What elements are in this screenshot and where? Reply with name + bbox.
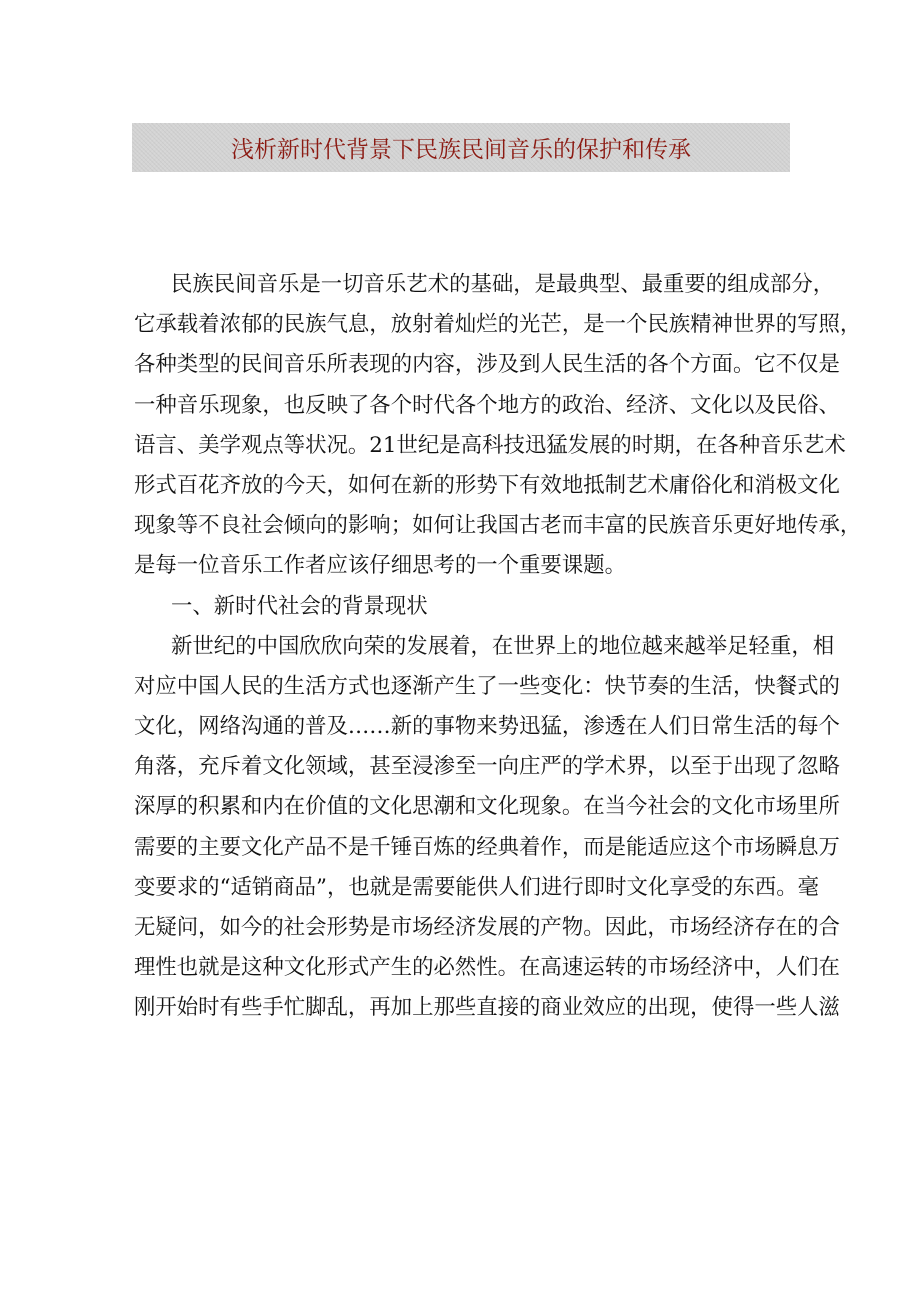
paragraph-line: 新世纪的中国欣欣向荣的发展着，在世界上的地位越来越举足轻重，相	[171, 633, 835, 659]
paragraph-line: 一种音乐现象，也反映了各个时代各个地方的政治、经济、文化以及民俗、	[134, 392, 840, 418]
paragraph-line: 深厚的积累和内在价值的文化思潮和文化现象。在当今社会的文化市场里所	[134, 794, 840, 820]
title-banner	[132, 123, 790, 172]
paragraph-line: 是每一位音乐工作者应该仔细思考的一个重要课题。	[134, 553, 626, 579]
paragraph-line: 文化，网络沟通的普及……新的事物来势迅猛，渗透在人们日常生活的每个	[134, 714, 840, 740]
paragraph-line: 各种类型的民间音乐所表现的内容，涉及到人民生活的各个方面。它不仅是	[134, 352, 840, 378]
paragraph-line: 现象等不良社会倾向的影响；如何让我国古老而丰富的民族音乐更好地传承，	[134, 513, 862, 539]
paragraph-line: 它承载着浓郁的民族气息，放射着灿烂的光芒，是一个民族精神世界的写照，	[134, 312, 862, 338]
paragraph-line: 刚开始时有些手忙脚乱，再加上那些直接的商业效应的出现，使得一些人滋	[134, 995, 840, 1021]
paragraph-line: 形式百花齐放的今天，如何在新的形势下有效地抵制艺术庸俗化和消极文化	[134, 472, 840, 498]
paragraph-line: 无疑问，如今的社会形势是市场经济发展的产物。因此，市场经济存在的合	[134, 915, 840, 940]
section-heading: 一、新时代社会的背景现状	[171, 593, 428, 619]
paragraph-line: 对应中国人民的生活方式也逐渐产生了一些变化：快节奏的生活，快餐式的	[134, 673, 840, 699]
document-body	[134, 265, 862, 1029]
paragraph-line: 民族民间音乐是一切音乐艺术的基础，是最典型、最重要的组成部分，	[171, 272, 835, 297]
paragraph-line: 变要求的“适销商品”，也就是需要能供人们进行即时文化享受的东西。毫	[134, 874, 819, 900]
paragraph-line: 角落，充斥着文化领域，甚至浸渗至一向庄严的学术界，以至于出现了忽略	[134, 754, 840, 780]
document-title: 浅析新时代背景下民族民间音乐的保护和传承	[231, 137, 691, 163]
paragraph-line: 理性也就是这种文化形式产生的必然性。在高速运转的市场经济中，人们在	[134, 955, 840, 981]
paragraph-line: 语言、美学观点等状况。21世纪是高科技迅猛发展的时期，在各种音乐艺术	[134, 432, 846, 458]
paragraph-line: 需要的主要文化产品不是千锤百炼的经典着作，而是能适应这个市场瞬息万	[134, 834, 840, 860]
